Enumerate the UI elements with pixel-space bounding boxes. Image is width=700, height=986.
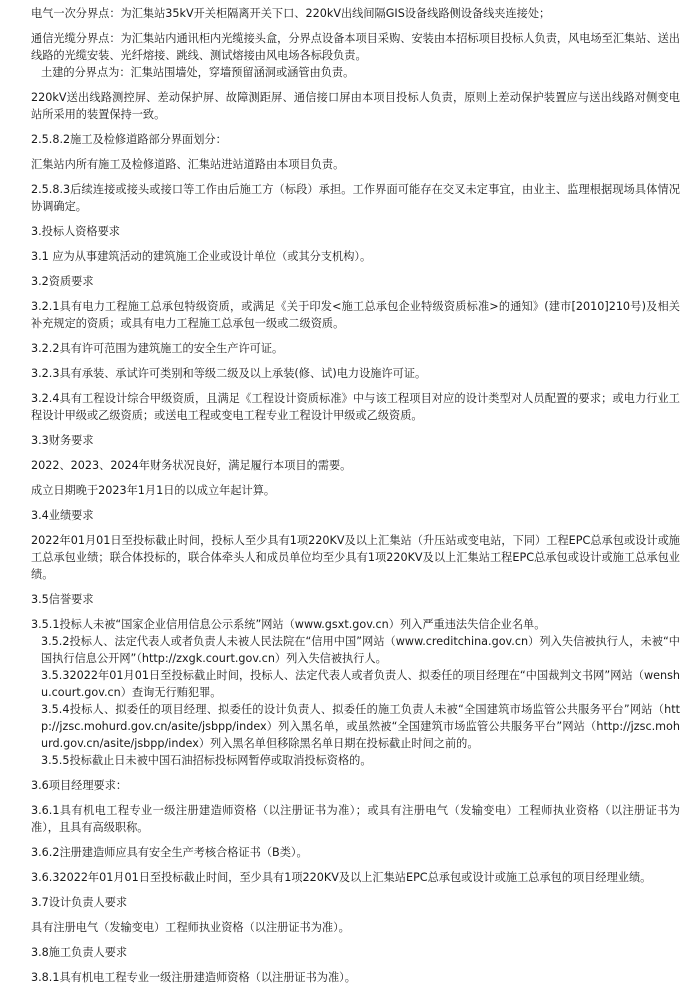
paragraph-line: 土建的分界点为：汇集站围墙处，穿墙预留涵洞或涵管由负责。 <box>41 66 355 79</box>
paragraph-line: 3.5.5投标截止日未被中国石油招标投标网暂停或取消投标资格的。 <box>41 754 372 767</box>
paragraph: 3.2.2具有许可范围为建筑施工的安全生产许可证。 <box>31 342 284 355</box>
paragraph-line: 3.5.4投标人、拟委任的项目经理、拟委任的设计负责人、拟委任的施工负责人未被“全国建筑市场监管公共服务平台”网站（http://jzsc.mohurd.gov.cn/asite/jsbpp/index）列入黑名单，或虽然被“全国建筑市场监管公共服务平台”网站（http://jzsc.mohurd.gov.cn/asite/jsbpp/index）列入黑名单但移除黑名单日期在投标截止时间之前的。 <box>41 703 680 750</box>
paragraph-line: 通信光缆分界点：为汇集站内通讯柜内光缆接头盒，分界点设备本项目采购、安装由本招标项目投标人负责，风电场至汇集站、送出线路的光缆安装、光纤熔接、跳线、测试熔接由风电场各标段负责。 <box>31 32 680 62</box>
paragraph: 3.1 应为从事建筑活动的建筑施工企业或设计单位（或其分支机构）。 <box>31 250 372 263</box>
paragraph: 3.2.1具有电力工程施工总承包特级资质，或满足《关于印发<施工总承包企业特级资质标准>的通知》(建市[2010]210号)及相关补充规定的资质；或具有电力工程施工总承包一级或二级资质。 <box>31 300 680 330</box>
paragraph: 2022年01月01日至投标截止时间，投标人至少具有1项220KV及以上汇集站（升压站或变电站，下同）工程EPC总承包或设计或施工总承包业绩；联合体投标的，联合体牵头人和成员单位均至少具有1项220KV及以上汇集站工程EPC总承包或设计或施工总承包业绩。 <box>31 534 680 581</box>
section-heading: 3.投标人资格要求 <box>31 225 120 238</box>
section-heading: 3.3财务要求 <box>31 434 94 447</box>
paragraph: 3.6.2注册建造师应具有安全生产考核合格证书（B类）。 <box>31 846 308 859</box>
paragraph: 成立日期晚于2023年1月1日的以成立年起计算。 <box>31 484 276 497</box>
section-heading: 3.8施工负责人要求 <box>31 946 128 959</box>
paragraph: 2022、2023、2024年财务状况良好，满足履行本项目的需要。 <box>31 459 352 472</box>
paragraph: 2.5.8.3后续连接或接头或接口等工作由后施工方（标段）承担。工作界面可能存在交叉未定事宜，由业主、监理根据现场具体情况协调确定。 <box>31 183 680 213</box>
paragraph: 电气一次分界点：为汇集站35kV开关柜隔离开关下口、220kV出线间隔GIS设备线路侧设备线夹连接处； <box>31 7 551 20</box>
paragraph-group <box>31 30 680 81</box>
paragraph: 汇集站内所有施工及检修道路、汇集站进站道路由本项目负责。 <box>31 158 345 171</box>
section-heading: 3.5信誉要求 <box>31 593 94 606</box>
paragraph: 具有注册电气（发输变电）工程师执业资格（以注册证书为准）。 <box>31 921 350 934</box>
paragraph-line: 3.5.32022年01月01日至投标截止时间，投标人、法定代表人或者负责人、拟委任的项目经理在“中国裁判文书网”网站（wenshu.court.gov.cn）查询无行贿犯罪。 <box>41 669 680 699</box>
paragraph: 3.2.3具有承装、承试许可类别和等级二级及以上承装(修、试)电力设施许可证。 <box>31 367 427 380</box>
section-heading: 3.7设计负责人要求 <box>31 896 128 909</box>
section-heading: 3.6项目经理要求： <box>31 779 128 792</box>
paragraph: 3.6.1具有机电工程专业一级注册建造师资格（以注册证书为准）；或具有注册电气（发输变电）工程师执业资格（以注册证书为准），且具有高级职称。 <box>31 804 680 834</box>
paragraph: 3.8.1具有机电工程专业一级注册建造师资格（以注册证书为准）。 <box>31 971 356 984</box>
paragraph: 3.6.32022年01月01日至投标截止时间，至少具有1项220KV及以上汇集站EPC总承包或设计或施工总承包的项目经理业绩。 <box>31 871 652 884</box>
paragraph-line: 3.5.2投标人、法定代表人或者负责人未被人民法院在“信用中国”网站（www.creditchina.gov.cn）列入失信被执行人，未被“中国执行信息公开网”（http://zxgk.court.gov.cn）列入失信被执行人。 <box>41 635 680 665</box>
section-heading: 3.2资质要求 <box>31 275 94 288</box>
paragraph: 220kV送出线路测控屏、差动保护屏、故障测距屏、通信接口屏由本项目投标人负责，原则上差动保护装置应与送出线路对侧变电站所采用的装置保持一致。 <box>31 91 680 121</box>
section-heading: 2.5.8.2施工及检修道路部分界面划分： <box>31 133 227 146</box>
paragraph: 3.2.4具有工程设计综合甲级资质，且满足《工程设计资质标准》中与该工程项目对应的设计类型对人员配置的要求；或电力行业工程设计甲级或乙级资质；或送电工程或变电工程专业工程设计甲级或乙级资质。 <box>31 392 680 422</box>
section-heading: 3.4业绩要求 <box>31 509 94 522</box>
paragraph-line: 3.5.1投标人未被“国家企业信用信息公示系统”网站（www.gsxt.gov.cn）列入严重违法失信企业名单。 <box>31 618 546 631</box>
paragraph-group <box>31 616 680 769</box>
